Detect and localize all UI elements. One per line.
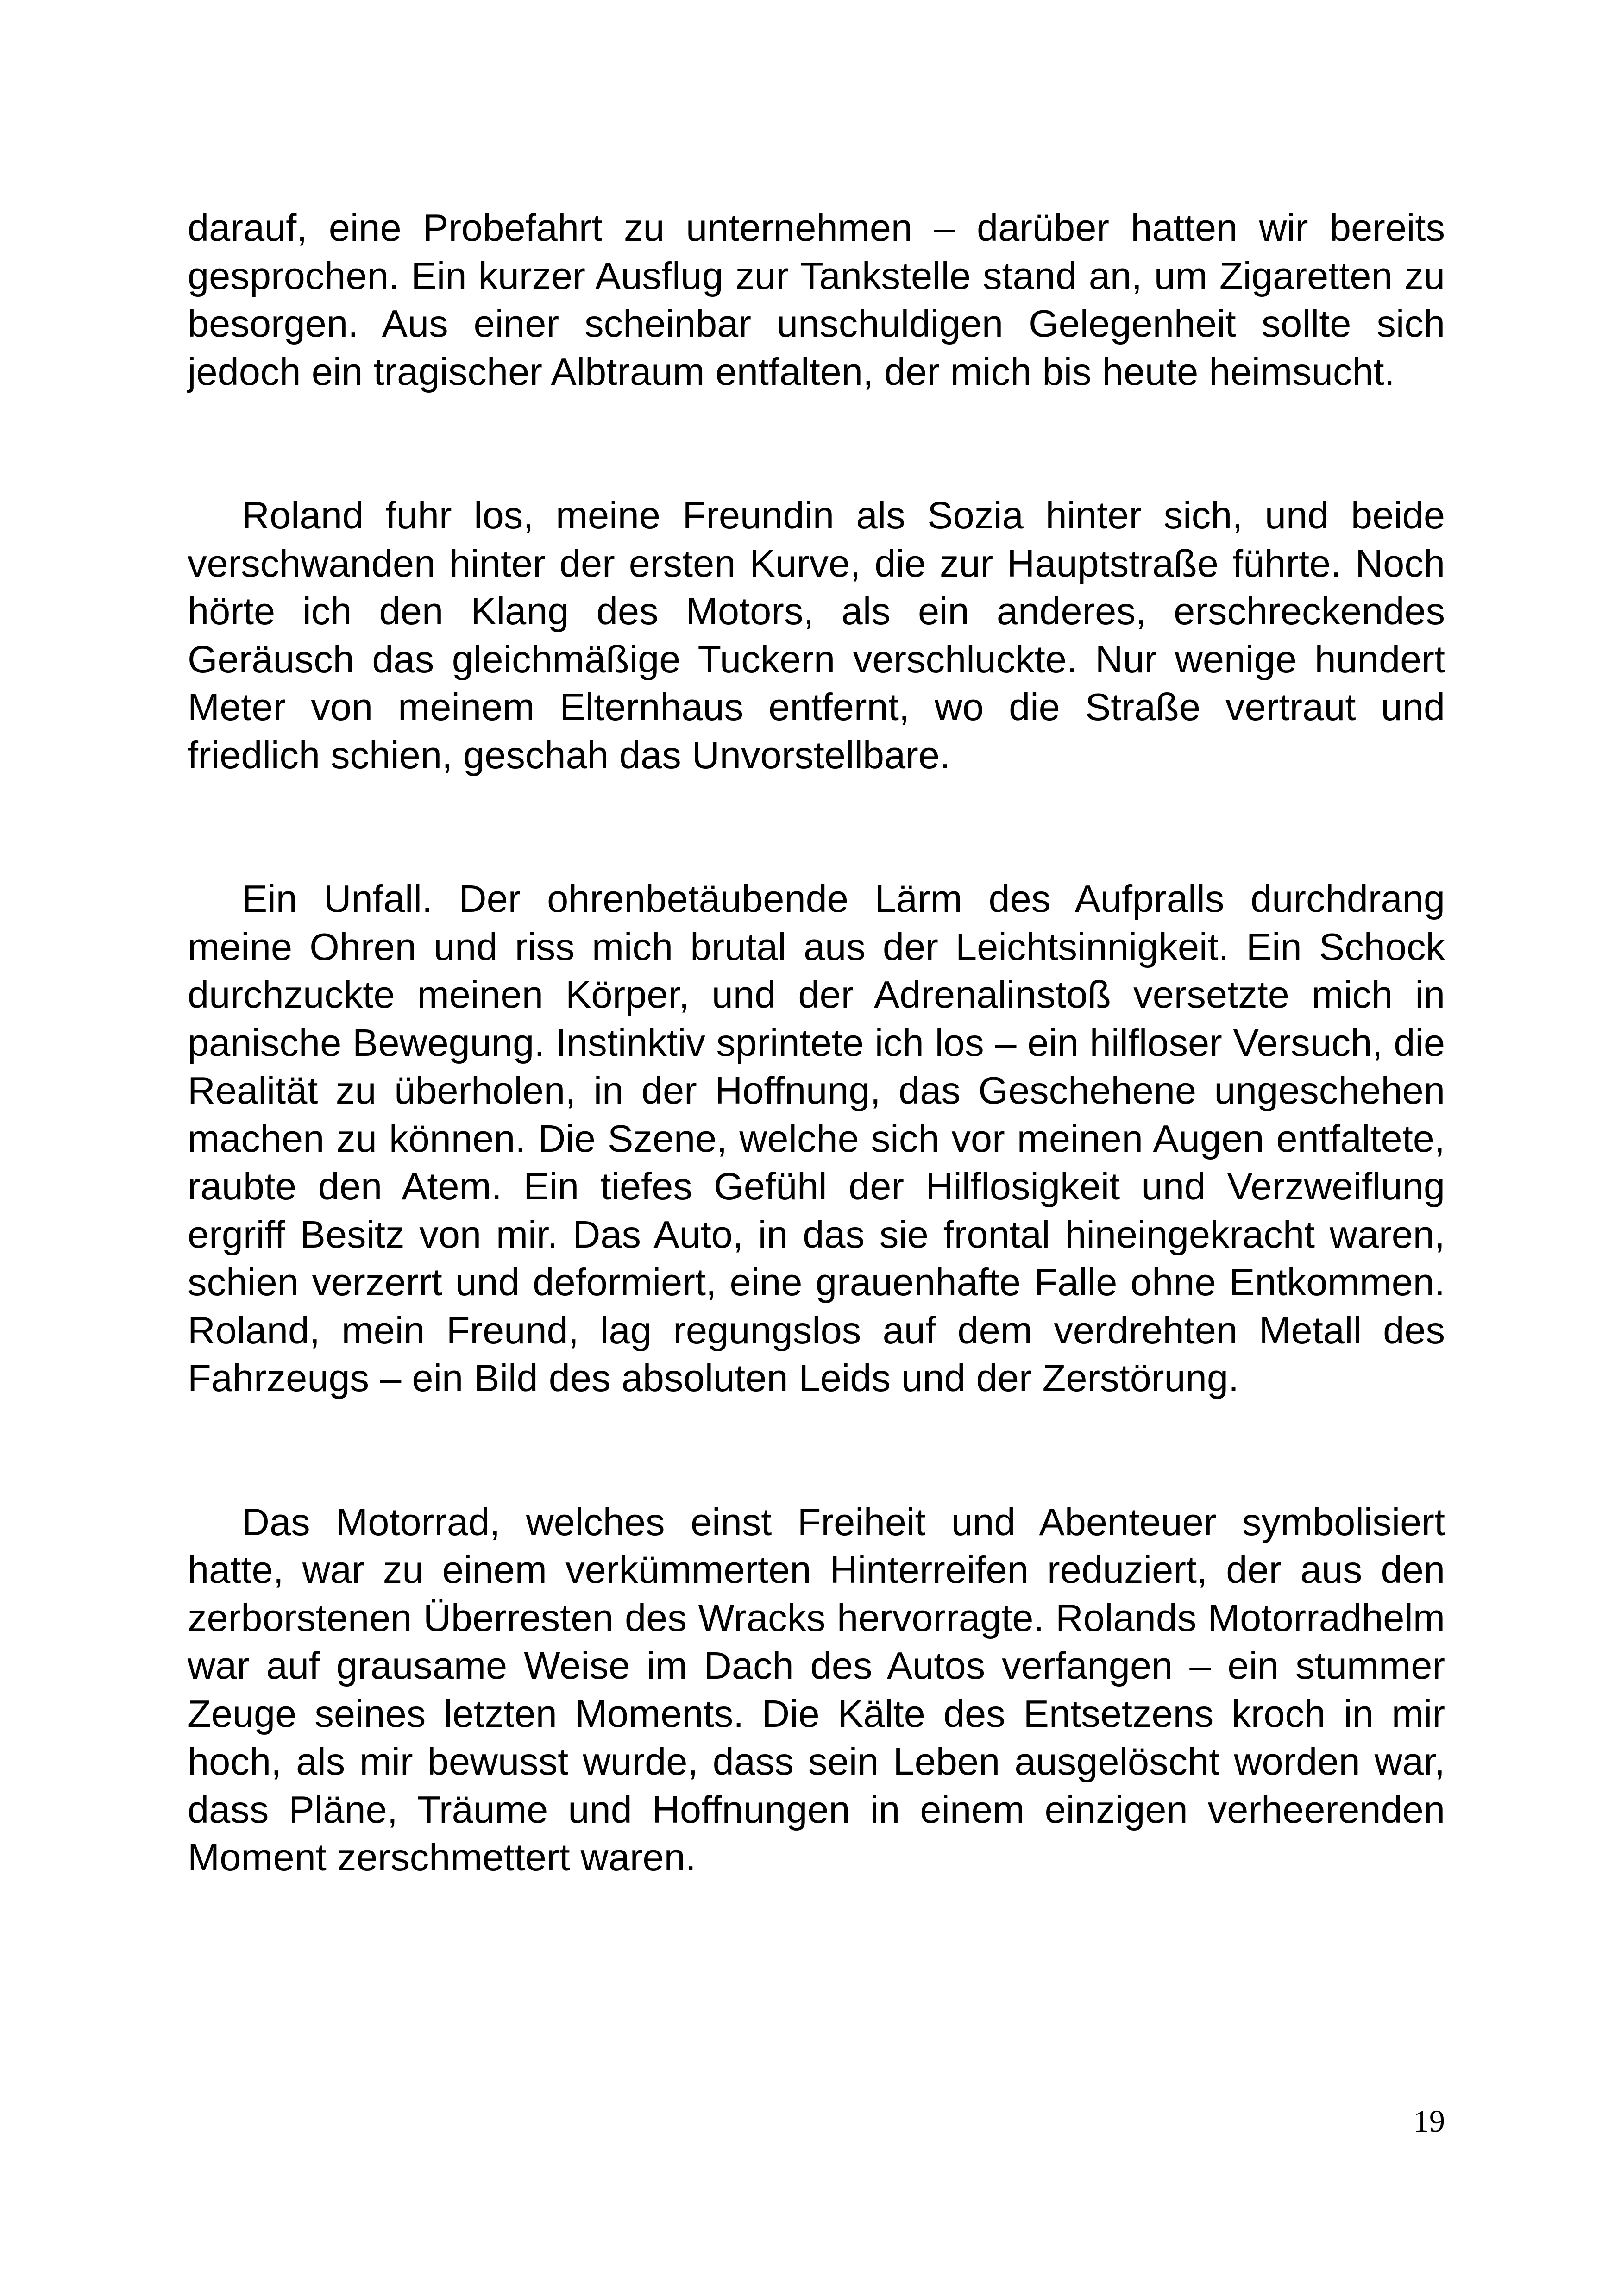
page-number: 19 bbox=[1414, 2103, 1445, 2139]
paragraph-accident: Ein Unfall. Der ohrenbetäubende Lärm des Aufpralls durchdrang meine Ohren und riss mich brutal aus der Leichtsinnigkeit. Ein Schock durchzuckte meinen Körper, und der Adrenalinstoß versetzte mich in panische Bewegung. Instinktiv sprintete ich los – ein hilfloser Versuch, die Realität zu überholen, in der Hoffnung, das Geschehene ungeschehen machen zu können. Die Szene, welche sich vor meinen Augen entfaltete, raubte den Atem. Ein tiefes Gefühl der Hilflosigkeit und Verzweiflung ergriff Besitz von mir. Das Auto, in das sie frontal hineingekracht waren, schien verzerrt und deformiert, eine grauenhafte Falle ohne Entkommen. Roland, mein Freund, lag regungslos auf dem verdrehten Metall des Fahrzeugs – ein Bild des absoluten Leids und der Zerstörung. bbox=[188, 877, 1445, 1399]
paragraph-continuation: darauf, eine Probefahrt zu unternehmen – darüber hatten wir bereits gesprochen. Ein kurzer Ausflug zur Tankstelle stand an, um Zigaretten zu besorgen. Aus einer scheinbar unschuldigen Gelegenheit sollte sich jedoch ein tragischer Albtraum entfalten, der mich bis heute heimsucht. bbox=[188, 206, 1445, 393]
paragraph-aftermath: Das Motorrad, welches einst Freiheit und Abenteuer symbolisiert hatte, war zu einem verkümmerten Hinterreifen reduziert, der aus den zerborstenen Überresten des Wracks hervorragte. Rolands Motorradhelm war auf grausame Weise im Dach des Autos verfangen – ein stummer Zeuge seines letzten Moments. Die Kälte des Entsetzens kroch in mir hoch, als mir bewusst wurde, dass sein Leben ausgelöscht worden war, dass Pläne, Träume und Hoffnungen in einem einzigen verheerenden Moment zerschmettert waren. bbox=[188, 1500, 1445, 1879]
paragraph-departure: Roland fuhr los, meine Freundin als Sozia hinter sich, und beide verschwanden hinter der ersten Kurve, die zur Hauptstraße führte. Noch hörte ich den Klang des Motors, als ein anderes, erschreckendes Geräusch das gleichmäßige Tuckern verschluckte. Nur wenige hundert Meter von meinem Elternhaus entfernt, wo die Straße vertraut und friedlich schien, geschah das Unvorstellbare. bbox=[188, 494, 1445, 777]
body-text bbox=[188, 204, 1445, 1882]
